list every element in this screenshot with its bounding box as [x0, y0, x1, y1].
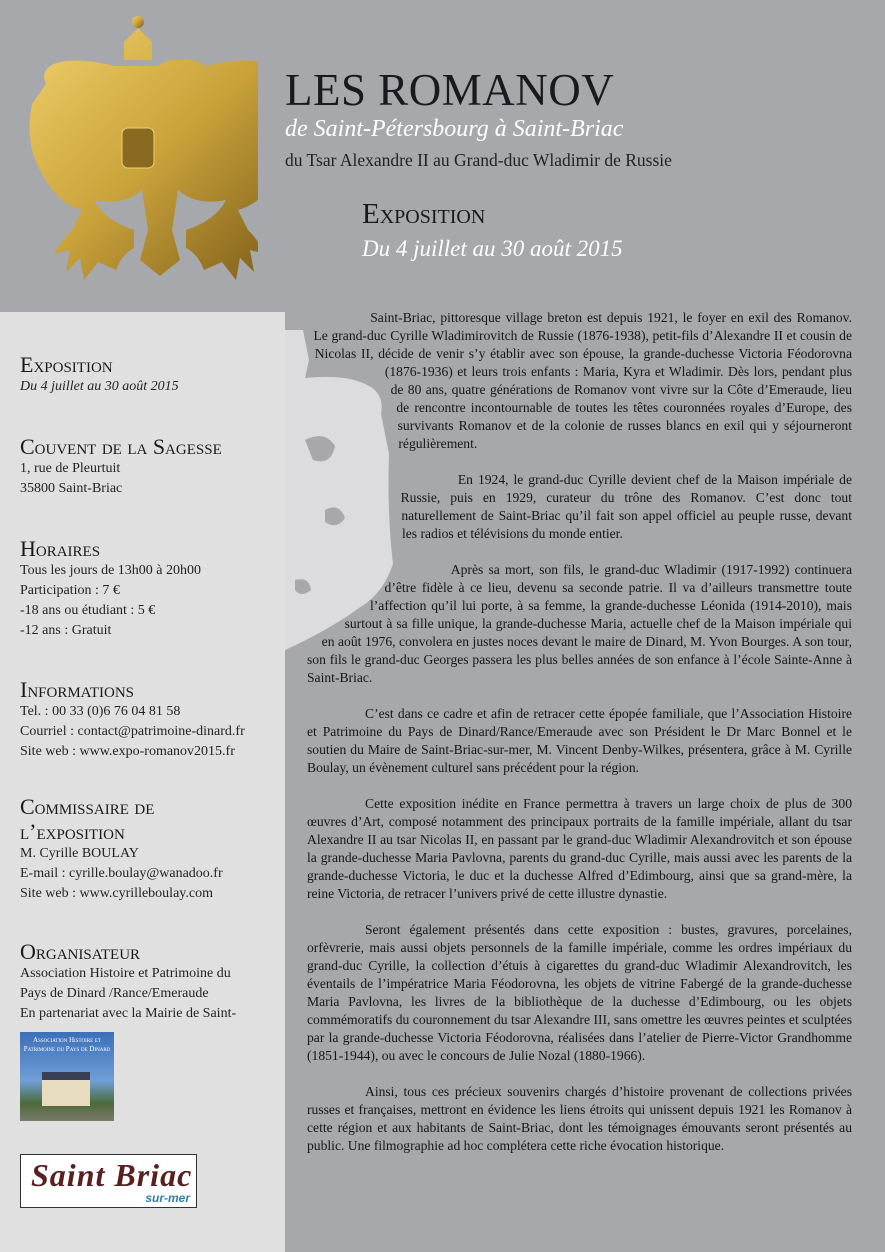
house-image — [42, 1080, 90, 1106]
sidebar-organisateur — [20, 939, 280, 1024]
main-text — [307, 309, 852, 1173]
sidebar-commissaire — [20, 794, 280, 904]
info-line: -18 ans ou étudiant : 5 € — [20, 603, 156, 618]
section-heading: Commissaire de — [20, 794, 155, 819]
exposition-dates: Du 4 juillet au 30 août 2015 — [362, 236, 623, 261]
info-line: Tous les jours de 13h00 à 20h00 — [20, 563, 202, 578]
phone: Tel. : 00 33 (0)6 76 04 81 58 — [20, 704, 181, 719]
info-line: Association Histoire et Patrimoine du — [20, 966, 231, 981]
paragraph: Saint-Briac, pittoresque village breton est depuis 1921, le foyer en exil des Romanov. Le grand-duc Cyrille Wladimirovitch de Russie (1876-1938), petit-fils d’Alexandre II et cousin de Nicolas II, décide de venir s’y établir avec son épouse, la grande-duchesse Victoria Féodorovna (1876-1936) et leurs trois enfants : Maria, Kyra et Wladimir. Dès lors, pendant plus de 80 ans, quatre générations de Romanov vont vivre sur la Côte d’Emeraude, lieu de rencontre incontournable de toutes les têtes couronnées royales d’Europe, des survivants Romanov et de la colonie de russes blancs en exil qui y séjourneront régulièrement. — [313, 310, 852, 451]
info-line: Participation : 7 € — [20, 583, 120, 598]
paragraph: Ainsi, tous ces précieux souvenirs chargés d’histoire provenant de collections privées russes et françaises, mettront en évidence les liens étroits qui unissent depuis 1921 les Romanov à cette région et aux habitants de Saint-Briac, dont les témoignages émouvants seront présentés au public. Une filmographie ad hoc complétera cette riche évocation historique. — [307, 1084, 852, 1153]
section-heading: Horaires — [20, 536, 101, 561]
logo-name: Saint Briac — [31, 1157, 193, 1193]
website-link[interactable]: Site web : www.expo-romanov2015.fr — [20, 744, 235, 759]
sidebar-exposition — [20, 352, 280, 397]
section-heading: Couvent de la Sagesse — [20, 434, 222, 459]
page-subline: du Tsar Alexandre II au Grand-duc Wladimir de Russie — [285, 150, 672, 170]
page-title: LES ROMANOV — [285, 65, 615, 115]
association-logo — [20, 1032, 114, 1121]
saint-briac-logo — [20, 1154, 197, 1208]
association-logo-text: Association Histoire et Patrimoine du Pays de Dinard — [23, 1036, 111, 1053]
section-heading: Organisateur — [20, 939, 141, 964]
info-line: Pays de Dinard /Rance/Emeraude — [20, 986, 209, 1001]
paragraph: En 1924, le grand-duc Cyrille devient chef de la Maison impériale de Russie, puis en 1929, curateur du trône des Romanov. C’est donc tout naturellement de Saint-Briac qu’il fait son appel officiel au peuple russe, devant les radios et télévisions du monde entier. — [400, 472, 852, 541]
paragraph: C’est dans ce cadre et afin de retracer cette épopée familiale, que l’Association Histoire et Patrimoine du Pays de Dinard/Rance/Emeraude avec son Président le Dr Marc Bonnel et le soutien du Maire de Saint-Briac-sur-mer, M. Vincent Denby-Wilkes, présentera, grâce à M. Cyrille Boulay, un évènement culturel sans précédent pour la région. — [307, 706, 852, 775]
sidebar-informations — [20, 677, 280, 762]
sidebar-lieu — [20, 434, 280, 499]
address-line: 1, rue de Pleurtuit — [20, 461, 121, 476]
section-heading: l’exposition — [20, 819, 125, 844]
paragraph: Après sa mort, son fils, le grand-duc Wladimir (1917-1992) continuera d’être fidèle à ce lieu, devenu sa seconde patrie. Il va d’ailleurs transmettre toute l’affection qu’il lui porte, à sa femme, la grande-duchesse Léonida (1914-2010), mais surtout à sa fille unique, la grande-duchesse Maria, actuelle chef de la Maison impériale qui en août 1976, convolera en justes noces devant le maire de Dinard, M. Yvon Bourges. A son tour, son fils le grand-duc Georges passera les plus belles années de son enfance à l’école Sainte-Anne à Saint-Briac. — [307, 562, 852, 685]
imperial-eagle-emblem — [18, 8, 258, 304]
page-subtitle: de Saint-Pétersbourg à Saint-Briac — [285, 116, 624, 142]
exposition-heading: Exposition — [362, 198, 486, 230]
website-link[interactable]: Site web : www.cyrilleboulay.com — [20, 886, 213, 901]
logo-sub: sur-mer — [145, 1191, 190, 1205]
address-line: 35800 Saint-Briac — [20, 481, 123, 496]
section-heading: Informations — [20, 677, 135, 702]
exposition-dates: Du 4 juillet au 30 août 2015 — [20, 379, 179, 394]
paragraph: Seront également présentés dans cette exposition : bustes, gravures, porcelaines, orfèvrerie, mais aussi objets personnels de la famille impériale, comme les ordres impériaux du grand-duc Cyrille, la collection d’étuis à cigarettes du grand-duc Wladimir Alexandrovitch, les éventails de l’impératrice Maria Féodorovna, les objets de vitrine Fabergé de la grande-duchesse Maria Pavlovna, les livres de la bibliothèque de la duchesse d’Edimbourg, ou les objets commémoratifs du couronnement du tsar Alexandre III, sans omettre les œuvres peintes et sculptées par la grande-duchesse Victoria Féodorovna, réalisées dans l’atelier de Pierre-Victor Grandhomme (1851-1944), ou avec le concours de Julie Nozal (1880-1966). — [307, 922, 852, 1063]
curator-name: M. Cyrille BOULAY — [20, 846, 139, 861]
info-line: En partenariat avec la Mairie de Saint- — [20, 1006, 237, 1021]
paragraph: Cette exposition inédite en France permettra à travers un large choix de plus de 300 œuvres d’Art, composé notamment des principaux portraits de la famille impériale, allant du tsar Alexandre II au tsar Nicolas II, en passant par le grand-duc Wladimir Alexandrovitch et son épouse la grande-duchesse Maria Pavlovna, parents du grand-duc Cyrille, mais aussi avec les parents de la grande-duchesse Victoria, le duc et la duchesse Alfred d’Edimbourg, ainsi que sa grand-mère, la reine Victoria, de retracer l’univers privé de cette illustre dynastie. — [307, 796, 852, 901]
email-link[interactable]: E-mail : cyrille.boulay@wanadoo.fr — [20, 866, 223, 881]
info-line: -12 ans : Gratuit — [20, 623, 112, 638]
email-link[interactable]: Courriel : contact@patrimoine-dinard.fr — [20, 724, 245, 739]
section-heading: Exposition — [20, 352, 113, 377]
sidebar-horaires — [20, 536, 280, 641]
